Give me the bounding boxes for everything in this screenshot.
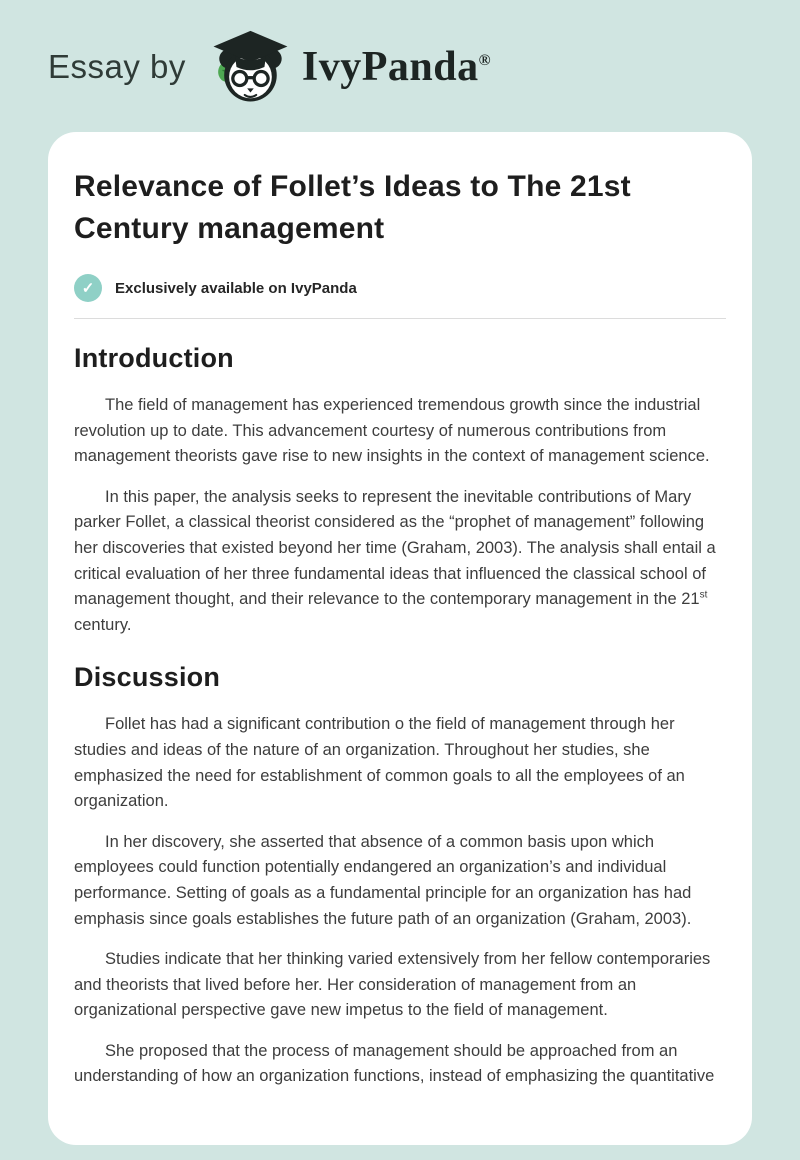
registered-mark: ®	[478, 52, 492, 69]
divider	[74, 318, 726, 319]
discussion-heading: Discussion	[74, 662, 221, 693]
paragraph	[74, 485, 726, 639]
section-discussion	[74, 662, 726, 1090]
essay-by-label: Essay by	[48, 48, 186, 85]
essay-card	[48, 132, 752, 1145]
brand-name	[302, 43, 491, 91]
ordinal-superscript: st	[699, 589, 708, 601]
availability-row	[74, 274, 726, 302]
paragraph-text: In this paper, the analysis seeks to represent the inevitable contributions of Mary parker Follet, a classical theorist considered as the “prophet of management” following her discoveries that existed beyond her time (Graham, 2003). The analysis shall entail a critical evaluation of her three fundamental ideas that influenced the classical school of management thought, and their relevance to the contemporary management in the 21	[74, 487, 716, 609]
availability-label: Exclusively available on IvyPanda	[115, 279, 357, 297]
site-header	[0, 0, 800, 132]
essay-title: Relevance of Follet’s Ideas to The 21st Century management	[74, 170, 631, 245]
paragraph	[74, 830, 726, 932]
paragraph-text: She proposed that the process of management should be approached from an understanding of how an organization functions, instead of emphasizing the quantitative	[74, 1041, 715, 1086]
paragraph-text: Studies indicate that her thinking varied extensively from her fellow contemporaries and theorists that lived before her. Her consideration of management from an organizational perspective gave new impetus to the field of management.	[74, 950, 711, 1020]
paragraph-text: Follet has had a significant contribution o the field of management through her studies and ideas of the nature of an organization. Throughout her studies, she emphasized the need for establishment of common goals to all the employees of an organization.	[74, 715, 685, 811]
introduction-heading: Introduction	[74, 343, 234, 373]
brand-text: IvyPanda	[301, 44, 479, 90]
paragraph-text: century.	[74, 615, 132, 634]
paragraph	[74, 947, 726, 1024]
check-icon: ✓	[74, 274, 102, 302]
section-introduction	[74, 343, 726, 638]
ivypanda-logo	[202, 29, 491, 105]
panda-logo-icon	[202, 29, 294, 105]
paragraph	[74, 712, 726, 814]
paragraph	[74, 1039, 726, 1090]
paragraph-text: The field of management has experienced tremendous growth since the industrial revolution up to date. This advancement courtesy of numerous contributions from management theorists gave rise to new insights in the context of management science.	[74, 396, 710, 466]
paragraph	[74, 393, 726, 470]
paragraph-text: In her discovery, she asserted that absence of a common basis upon which employees could function potentially endangered an organization’s and individual performance. Setting of goals as a fundamental principle for an organization has had emphasis since goals establishes the future path of an organization (Graham, 2003).	[74, 832, 692, 928]
